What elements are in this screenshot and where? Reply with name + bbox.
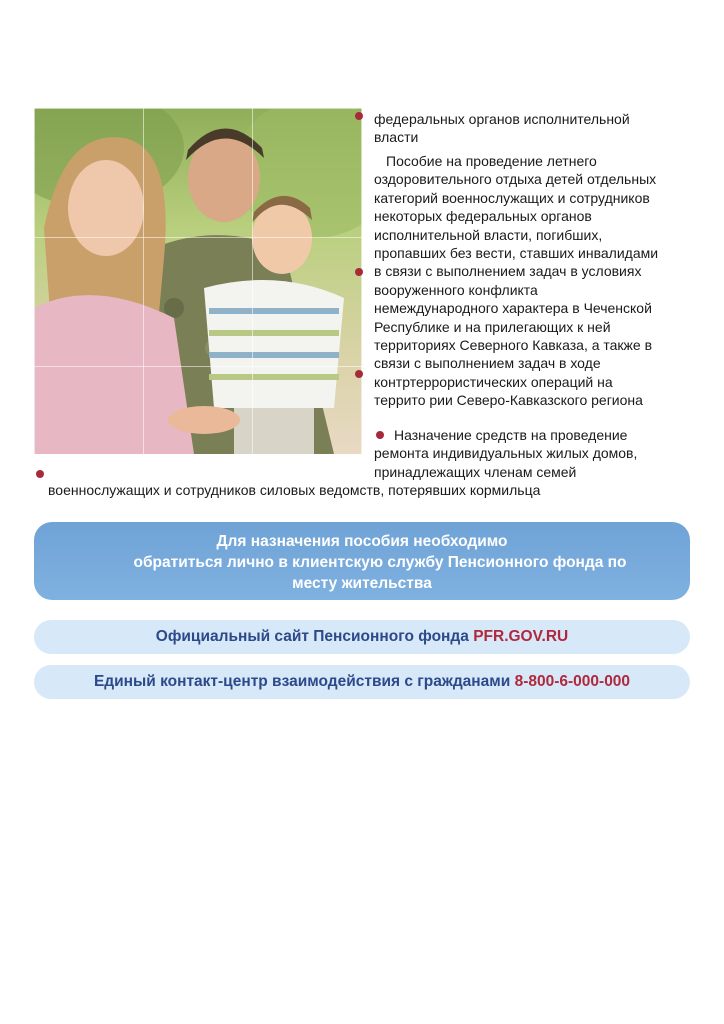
text-line: Назначение средств на проведение	[394, 427, 628, 443]
text-line: пропавших без вести, ставших инвалидами	[374, 245, 659, 262]
text-line: связи с выполнением задач в ходе	[374, 355, 601, 372]
text-line: оздоровительного отдыха детей отдельных	[374, 171, 657, 188]
text-line: ремонта индивидуальных жилых домов,	[374, 445, 638, 462]
paragraph-federal-authorities	[374, 110, 704, 147]
text-line: территориях Северного Кавказа, а также в	[374, 337, 653, 354]
family-photo-icon	[34, 108, 362, 454]
bullet-icon	[36, 470, 44, 478]
text-line: в связи с выполнением задач в условиях	[374, 263, 642, 280]
official-site-link[interactable]: PFR.GOV.RU	[473, 628, 569, 645]
text-line: Пособие на проведение летнего	[386, 153, 597, 169]
contact-center-banner	[34, 665, 690, 699]
text-line: террито рии Северо-Кавказского региона	[374, 392, 643, 409]
text-line: контртеррористических операций на	[374, 373, 613, 390]
paragraph-house-repair	[374, 426, 704, 481]
official-site-label: Официальный сайт Пенсионного фонда	[155, 628, 474, 645]
paragraph-summer-allowance	[374, 152, 712, 410]
contact-center-phone[interactable]: 8-800-6-000-000	[514, 673, 631, 690]
text-line: исполнительной власти, погибших,	[374, 226, 603, 243]
banner-line: Для назначения пособия необходимо	[216, 533, 508, 550]
text-line: Республике и на прилегающих к ней	[374, 318, 611, 335]
text-line: немеждународного характера в Чеченской	[374, 300, 652, 317]
text-line: федеральных органов исполнительной	[374, 111, 630, 127]
text-line: военнослужащих и сотрудников силовых ведомств, потерявших кормильца	[48, 482, 541, 498]
bullet-icon	[355, 112, 363, 120]
paragraph-house-repair-end	[48, 481, 708, 499]
text-line: власти	[374, 129, 419, 146]
banner-line: обратиться лично в клиентскую службу Пенсионного фонда по	[133, 554, 627, 571]
text-line: принадлежащих членам семей	[374, 463, 577, 480]
text-line: вооруженного конфликта	[374, 281, 538, 298]
contact-center-label: Единый контакт-центр взаимодействия с гражданами	[93, 673, 515, 690]
family-photo	[34, 108, 362, 454]
apply-in-person-banner	[34, 522, 690, 600]
text-line: категорий военнослужащих и сотрудников	[374, 189, 650, 206]
banner-line: месту жительства	[292, 575, 432, 592]
bullet-icon	[355, 268, 363, 276]
bullet-icon	[355, 370, 363, 378]
official-site-banner	[34, 620, 690, 654]
text-line: некоторых федеральных органов	[374, 208, 592, 225]
